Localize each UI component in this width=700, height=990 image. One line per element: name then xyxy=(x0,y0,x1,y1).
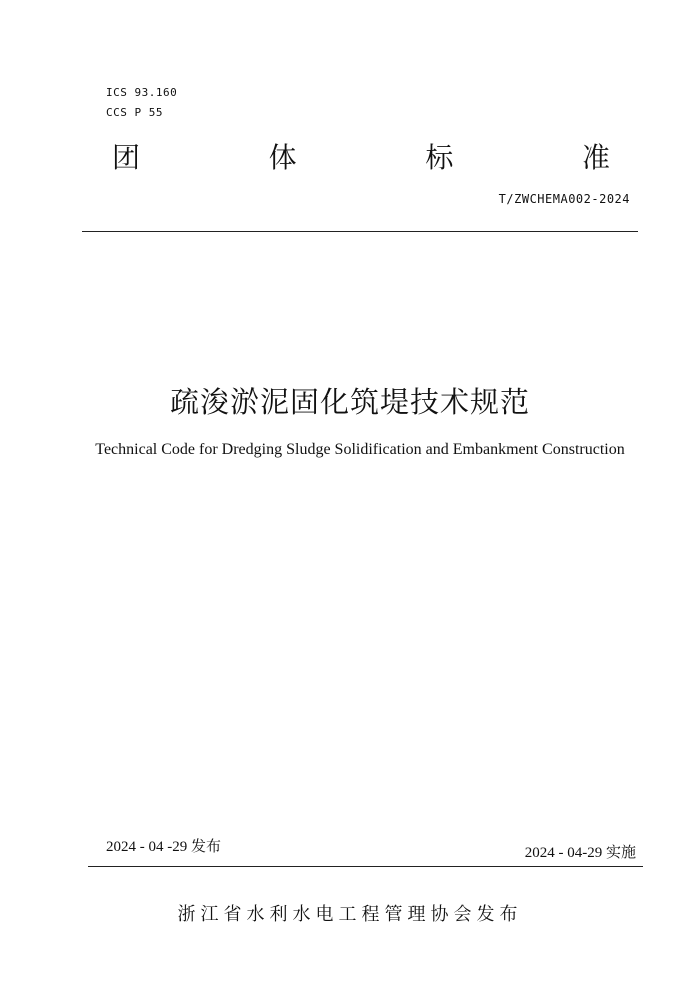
standard-number: T/ZWCHEMA002-2024 xyxy=(498,192,630,206)
publish-date: 2024 - 04 -29 发布 xyxy=(106,839,221,855)
standard-type-char: 标 xyxy=(425,141,454,174)
standard-type-char: 准 xyxy=(581,141,610,174)
implement-date: 2024 - 04-29 实施 xyxy=(524,845,636,861)
top-divider xyxy=(82,231,638,232)
document-title: 疏浚淤泥固化筑堤技术规范 xyxy=(169,385,530,419)
standard-type-char: 团 xyxy=(112,141,141,174)
publisher: 浙江省水利水电工程管理协会发布 xyxy=(177,904,523,925)
ccs-code: CCS P 55 xyxy=(106,106,163,119)
bottom-divider xyxy=(88,866,643,867)
standard-type-heading xyxy=(112,136,610,176)
document-title-english: Technical Code for Dredging Sludge Solidification and Embankment Construction xyxy=(95,441,625,458)
standard-type-char: 体 xyxy=(268,141,297,174)
ics-code: ICS 93.160 xyxy=(106,86,178,99)
